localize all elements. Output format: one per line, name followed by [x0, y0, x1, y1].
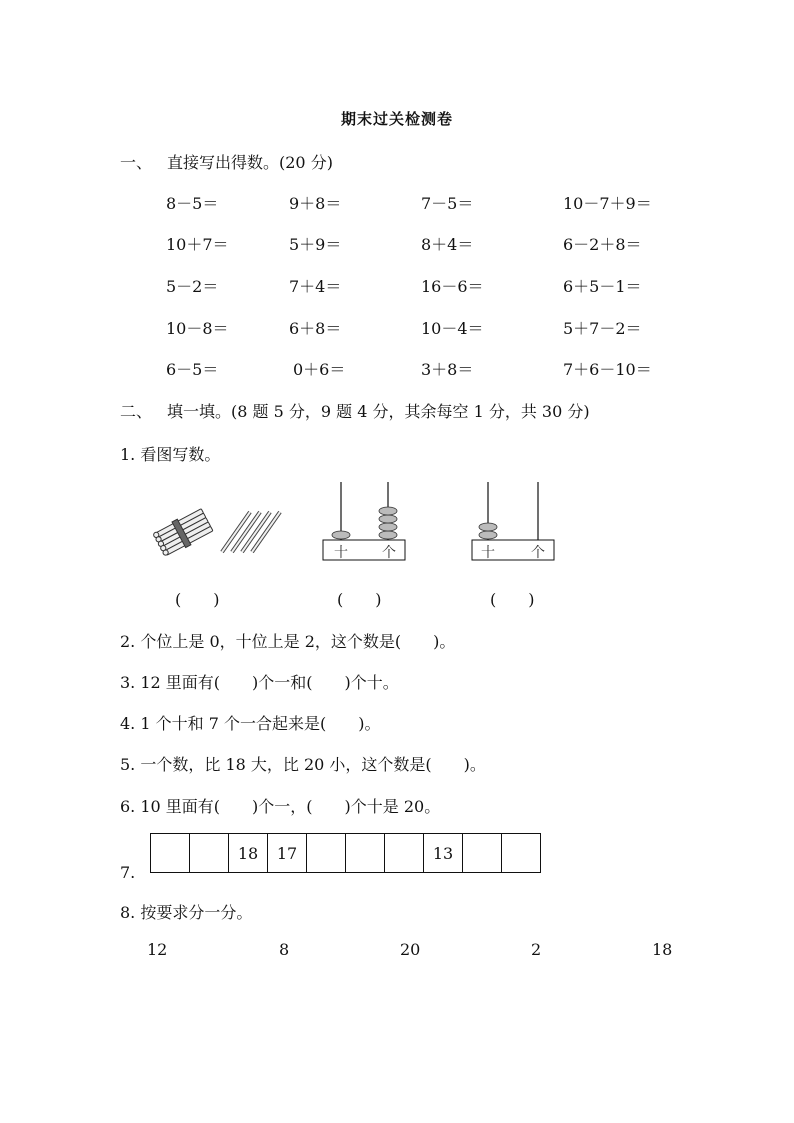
number-item: 2 [531, 940, 542, 959]
question-3: 3. 12 里面有( )个一和( )个十。 [120, 673, 399, 692]
equation: 8＋4＝ [421, 235, 474, 254]
equation: 16－6＝ [421, 277, 484, 296]
equation: 5－2＝ [166, 277, 219, 296]
equation: 6＋5－1＝ [563, 277, 642, 296]
number-item: 12 [147, 940, 168, 959]
question-1: 1. 看图写数。 [120, 445, 221, 464]
section1-heading: 直接写出得数。(20 分) [167, 153, 333, 172]
abacus-1 [322, 482, 406, 562]
stick-bundle-image [148, 502, 288, 562]
equation: 7＋4＝ [289, 277, 342, 296]
question-5: 5. 一个数，比 18 大，比 20 小，这个数是( )。 [120, 755, 486, 774]
equation: 5＋7－2＝ [563, 319, 642, 338]
question-8: 8. 按要求分一分。 [120, 903, 253, 922]
question-6: 6. 10 里面有( )个一，( )个十是 20。 [120, 797, 441, 816]
equation: 6＋8＝ [289, 319, 342, 338]
abacus-tens-label: 十 [481, 545, 495, 561]
answer-blank-1[interactable]: ( ) [175, 590, 220, 609]
abacus-tens-label: 十 [334, 545, 348, 561]
equation: 7－5＝ [421, 194, 474, 213]
page-title: 期末过关检测卷 [340, 110, 453, 128]
grid-cell[interactable] [190, 834, 229, 872]
equation: 0＋6＝ [293, 360, 346, 379]
question-7-label: 7. [120, 863, 136, 882]
equation: 10－8＝ [166, 319, 229, 338]
answer-blank-3[interactable]: ( ) [490, 590, 535, 609]
equation: 5＋9＝ [289, 235, 342, 254]
equation: 7＋6－10＝ [563, 360, 652, 379]
section1-label: 一、 [120, 153, 153, 172]
equation: 3＋8＝ [421, 360, 474, 379]
grid-cell[interactable] [385, 834, 424, 872]
number-sequence-grid [150, 833, 541, 873]
grid-cell: 17 [268, 834, 307, 872]
number-item: 18 [652, 940, 673, 959]
section2-label: 二、 [120, 402, 153, 421]
grid-cell[interactable] [346, 834, 385, 872]
question-2: 2. 个位上是 0，十位上是 2，这个数是( )。 [120, 632, 456, 651]
grid-cell[interactable] [502, 834, 540, 872]
answer-blank-2[interactable]: ( ) [337, 590, 382, 609]
number-item: 8 [279, 940, 290, 959]
equation: 6－2＋8＝ [563, 235, 642, 254]
equation: 10＋7＝ [166, 235, 229, 254]
equation: 9＋8＝ [289, 194, 342, 213]
question-4: 4. 1 个十和 7 个一合起来是( )。 [120, 714, 381, 733]
section2-heading: 填一填。(8 题 5 分，9 题 4 分，其余每空 1 分，共 30 分) [167, 402, 590, 421]
equation: 10－4＝ [421, 319, 484, 338]
grid-cell: 13 [424, 834, 463, 872]
grid-cell[interactable] [151, 834, 190, 872]
equation: 10－7＋9＝ [563, 194, 652, 213]
equation: 8－5＝ [166, 194, 219, 213]
abacus-ones-label: 个 [531, 545, 545, 561]
equation: 6－5＝ [166, 360, 219, 379]
abacus-2 [471, 482, 555, 562]
grid-cell[interactable] [307, 834, 346, 872]
abacus-ones-label: 个 [382, 545, 396, 561]
grid-cell: 18 [229, 834, 268, 872]
grid-cell[interactable] [463, 834, 502, 872]
number-item: 20 [400, 940, 421, 959]
